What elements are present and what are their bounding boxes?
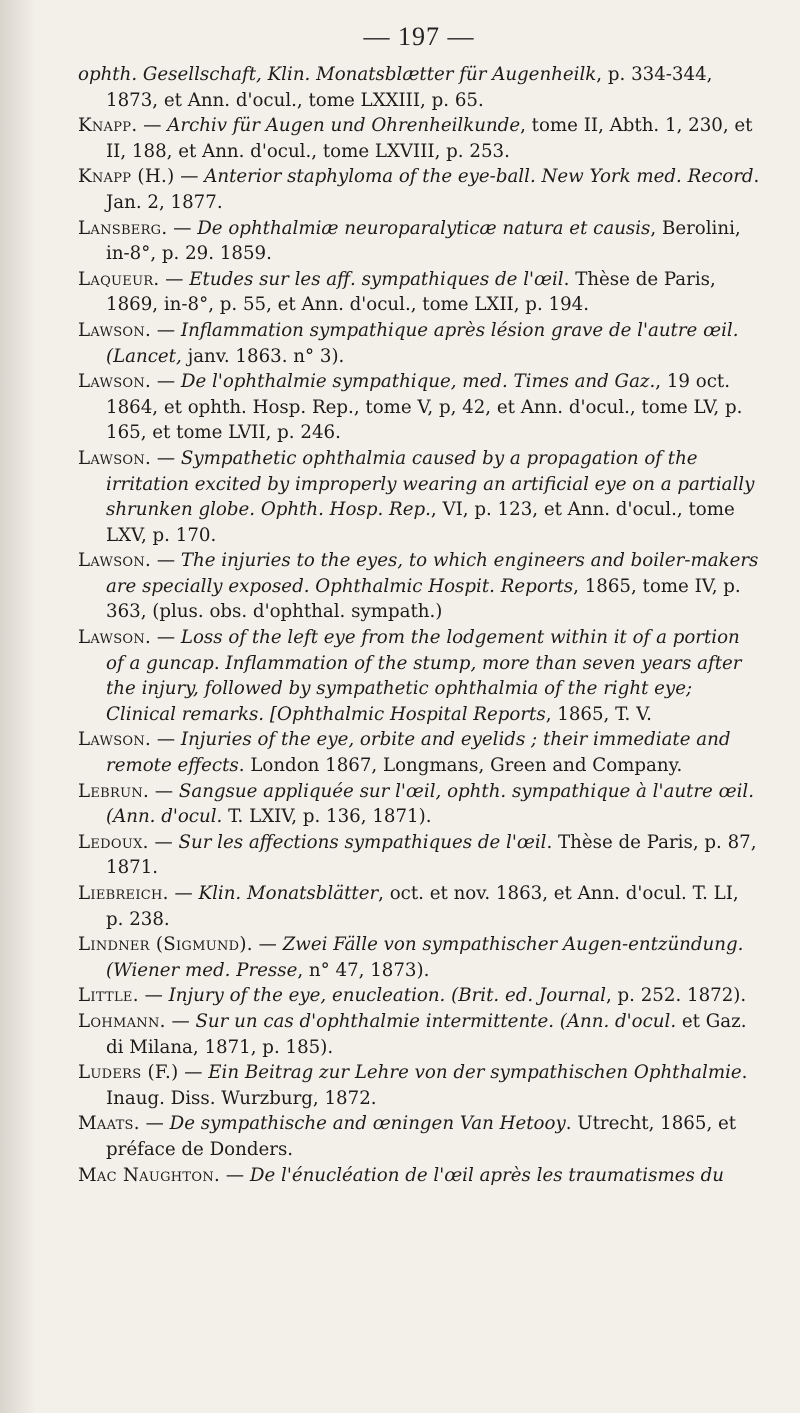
entry-title: Anterior staphyloma of the eye-ball. New York med. Record <box>204 166 754 188</box>
bibliography-entry: Knapp. — Archiv für Augen und Ohrenheilkunde, tome II, Abth. 1, 230, et II, 188, et Ann. d'ocul., tome LXVIII, p. 253. <box>78 115 753 162</box>
bibliography-entry: Lawson. — The injuries to the eyes, to which engineers and boiler-makers are specially exposed. Ophthalmic Hospit. Reports, 1865, tome IV, p. 363, (plus. obs. d'ophthal. sympath.) <box>78 550 759 623</box>
entry-details: . London 1867, Longmans, Green and Company. <box>238 755 683 777</box>
entry-details: . Thèse de Paris, 1869, in-8°, p. 55, et Ann. d'ocul., tome LXII, p. 194. <box>106 268 716 316</box>
entry-author: Lawson. <box>78 447 152 469</box>
entry-details: janv. 1863. n° 3). <box>181 345 345 367</box>
bibliography-entry: Lawson. — De l'ophthalmie sympathique, med. Times and Gaz., 19 oct. 1864, et ophth. Hosp. Rep., tome V, p, 42, et Ann. d'ocul., tome LV, p. 165, et tome LVII, p. 246. <box>78 371 743 444</box>
entry-title: The injuries to the eyes, to which engineers and boiler-makers are specially exposed. Ophthalmic Hospit. Reports <box>106 550 759 597</box>
entry-title: Sur les affections sympathiques de l'œil <box>178 831 547 853</box>
entry-title: Sangsue appliquée sur l'œil, ophth. sympathique à l'autre œil. (Ann. d'ocul. <box>106 780 754 828</box>
entry-author: Lansberg. <box>78 217 168 239</box>
bibliography-entry: Lebrun. — Sangsue appliquée sur l'œil, ophth. sympathique à l'autre œil. (Ann. d'ocul. T. LXIV, p. 136, 1871). <box>78 780 754 828</box>
entry-title: Archiv für Augen und Ohrenheilkunde <box>167 115 521 137</box>
entry-author: Lebrun. <box>78 780 150 802</box>
entry-title: De l'énucléation de l'œil après les traumatismes du <box>249 1164 724 1186</box>
entry-details: , 1865, tome IV, p. 363, (plus. obs. d'ophthal. sympath.) <box>106 575 741 623</box>
entry-title: De sympathische and œningen Van Hetooy <box>169 1113 566 1135</box>
entry-title: Ein Beitrag zur Lehre von der sympathischen Ophthalmie <box>208 1062 742 1084</box>
entry-title: Sur un cas d'ophthalmie intermittente. (Ann. d'ocul. <box>195 1010 677 1032</box>
entry-details: . Thèse de Paris, p. 87, 1871. <box>106 831 757 879</box>
bibliography-entry: Lindner (Sigmund). — Zwei Fälle von sympathischer Augen-entzündung. (Wiener med. Presse, n° 47, 1873). <box>78 934 744 981</box>
entry-details: , n° 47, 1873). <box>297 959 430 981</box>
entry-details: , 19 oct. 1864, et ophth. Hosp. Rep., tome V, p, 42, et Ann. d'ocul., tome LV, p. 165, et tome LVII, p. 246. <box>106 371 743 444</box>
bibliography-list <box>78 62 760 1188</box>
bibliography-entry: Lansberg. — De ophthalmiæ neuroparalyticæ natura et causis, Berolini, in-8°, p. 29. 1859. <box>78 217 741 265</box>
bibliography-entry: Mac Naughton. — De l'énucléation de l'œil après les traumatismes du <box>78 1164 724 1186</box>
bibliography-entry <box>78 62 760 113</box>
entry-details: , VI, p. 123, et Ann. d'ocul., tome LXV, p. 170. <box>106 499 735 546</box>
bibliography-entry: Liebreich. — Klin. Monatsblätter, oct. et nov. 1863, et Ann. d'ocul. T. LI, p. 238. <box>78 883 739 930</box>
page-number: — 197 — <box>363 22 475 51</box>
entry-author: Luders (F.) <box>78 1062 179 1084</box>
bibliography-entry: Maats. — De sympathische and œningen Van Hetooy. Utrecht, 1865, et préface de Donders. <box>78 1113 737 1160</box>
entry-title: De l'ophthalmie sympathique, med. Times and Gaz. <box>180 371 656 393</box>
entry-author: Lohmann. <box>78 1010 166 1032</box>
entry-details: , p. 334-344, 1873, et Ann. d'ocul., tome LXXIII, p. 65. <box>106 64 713 111</box>
entry-author: Lindner (Sigmund). <box>78 934 253 956</box>
bibliography-entry: Lawson. — Loss of the left eye from the lodgement within it of a portion of a guncap. Inflammation of the stump, more than seven years after the injury, followed by sympathetic ophthalmia of the right eye; Clinical remarks. [Ophthalmic Hospital Reports, 1865, T. V. <box>78 627 742 725</box>
bibliography-entry: Lawson. — Inflammation sympathique après lésion grave de l'autre œil. (Lancet, janv. 1863. n° 3). <box>78 319 739 367</box>
bibliography-entry: Laqueur. — Etudes sur les aff. sympathiques de l'œil. Thèse de Paris, 1869, in-8°, p. 55, et Ann. d'ocul., tome LXII, p. 194. <box>78 268 716 316</box>
entry-title: Zwei Fälle von sympathischer Augen-entzündung. (Wiener med. Presse <box>106 934 744 981</box>
entry-author: Laqueur. <box>78 268 160 290</box>
entry-details: . Jan. 2, 1877. <box>106 166 760 213</box>
entry-title: Klin. Monatsblätter <box>198 883 379 904</box>
entry-author: Maats. <box>78 1113 140 1135</box>
entry-author: Lawson. <box>78 627 152 649</box>
entry-details: , p. 252. 1872). <box>605 985 747 1007</box>
bibliography-entry: Luders (F.) — Ein Beitrag zur Lehre von der sympathischen Ophthalmie. Inaug. Diss. Wurzburg, 1872. <box>78 1062 748 1109</box>
entry-title: Sympathetic ophthalmia caused by a propagation of the irritation excited by improperly wearing an artificial eye on a partially shrunken globe. Ophth. Hosp. Rep. <box>106 447 755 521</box>
entry-author: Knapp. <box>78 115 138 137</box>
entry-author: Knapp (H.) <box>78 166 175 188</box>
entry-author: Little. <box>78 985 139 1007</box>
entry-details: , Berolini, in-8°, p. 29. 1859. <box>106 217 741 265</box>
bibliography-entry: Lawson. — Sympathetic ophthalmia caused by a propagation of the irritation excited by improperly wearing an artificial eye on a partially shrunken globe. Ophth. Hosp. Rep., VI, p. 123, et Ann. d'ocul., tome LXV, p. 170. <box>78 447 755 546</box>
entry-title: ophth. Gesellschaft, Klin. Monatsblætter für Augenheilk <box>78 64 597 85</box>
entry-author: Liebreich. <box>78 883 169 904</box>
entry-title: Loss of the left eye from the lodgement within it of a portion of a guncap. Inflammation of the stump, more than seven years after the injury, followed by sympathetic ophthalmia of the right eye; Clinical remarks. [Ophthalmic Hospital Reports <box>106 627 742 725</box>
bibliography-entry: Knapp (H.) — Anterior staphyloma of the eye-ball. New York med. Record. Jan. 2, 1877. <box>78 166 760 213</box>
entry-title: Etudes sur les aff. sympathiques de l'œil <box>189 268 564 290</box>
entry-details: T. LXIV, p. 136, 1871). <box>222 806 432 828</box>
entry-details: . Inaug. Diss. Wurzburg, 1872. <box>106 1062 748 1109</box>
bibliography-entry: Little. — Injury of the eye, enucleation. (Brit. ed. Journal, p. 252. 1872). <box>78 985 747 1007</box>
entry-title: Injuries of the eye, orbite and eyelids ; their immediate and remote effects <box>106 729 731 777</box>
entry-author: Lawson. <box>78 371 152 393</box>
entry-title: Injury of the eye, enucleation. (Brit. ed. Journal <box>168 985 606 1007</box>
entry-title: Inflammation sympathique après lésion grave de l'autre œil. (Lancet, <box>106 319 739 367</box>
entry-details: , 1865, T. V. <box>545 703 652 725</box>
entry-author: Lawson. <box>78 729 152 751</box>
bibliography-entry: Lohmann. — Sur un cas d'ophthalmie intermittente. (Ann. d'ocul. et Gaz. di Milana, 1871, p. 185). <box>78 1010 747 1058</box>
entry-title: De ophthalmiæ neuroparalyticæ natura et causis <box>197 217 651 239</box>
entry-details: et Gaz. di Milana, 1871, p. 185). <box>106 1010 747 1058</box>
entry-author: Lawson. <box>78 550 152 572</box>
bibliography-entry: Ledoux. — Sur les affections sympathiques de l'œil. Thèse de Paris, p. 87, 1871. <box>78 831 757 879</box>
entry-details: , tome II, Abth. 1, 230, et II, 188, et Ann. d'ocul., tome LXVIII, p. 253. <box>106 115 753 162</box>
entry-author: Mac Naughton. <box>78 1164 221 1186</box>
entry-author: Lawson. <box>78 319 152 341</box>
entry-details: , oct. et nov. 1863, et Ann. d'ocul. T. LI, p. 238. <box>106 883 739 930</box>
entry-author: Ledoux. <box>78 831 149 853</box>
bibliography-entry: Lawson. — Injuries of the eye, orbite and eyelids ; their immediate and remote effects. London 1867, Longmans, Green and Company. <box>78 729 731 777</box>
entry-details: . Utrecht, 1865, et préface de Donders. <box>106 1113 737 1160</box>
